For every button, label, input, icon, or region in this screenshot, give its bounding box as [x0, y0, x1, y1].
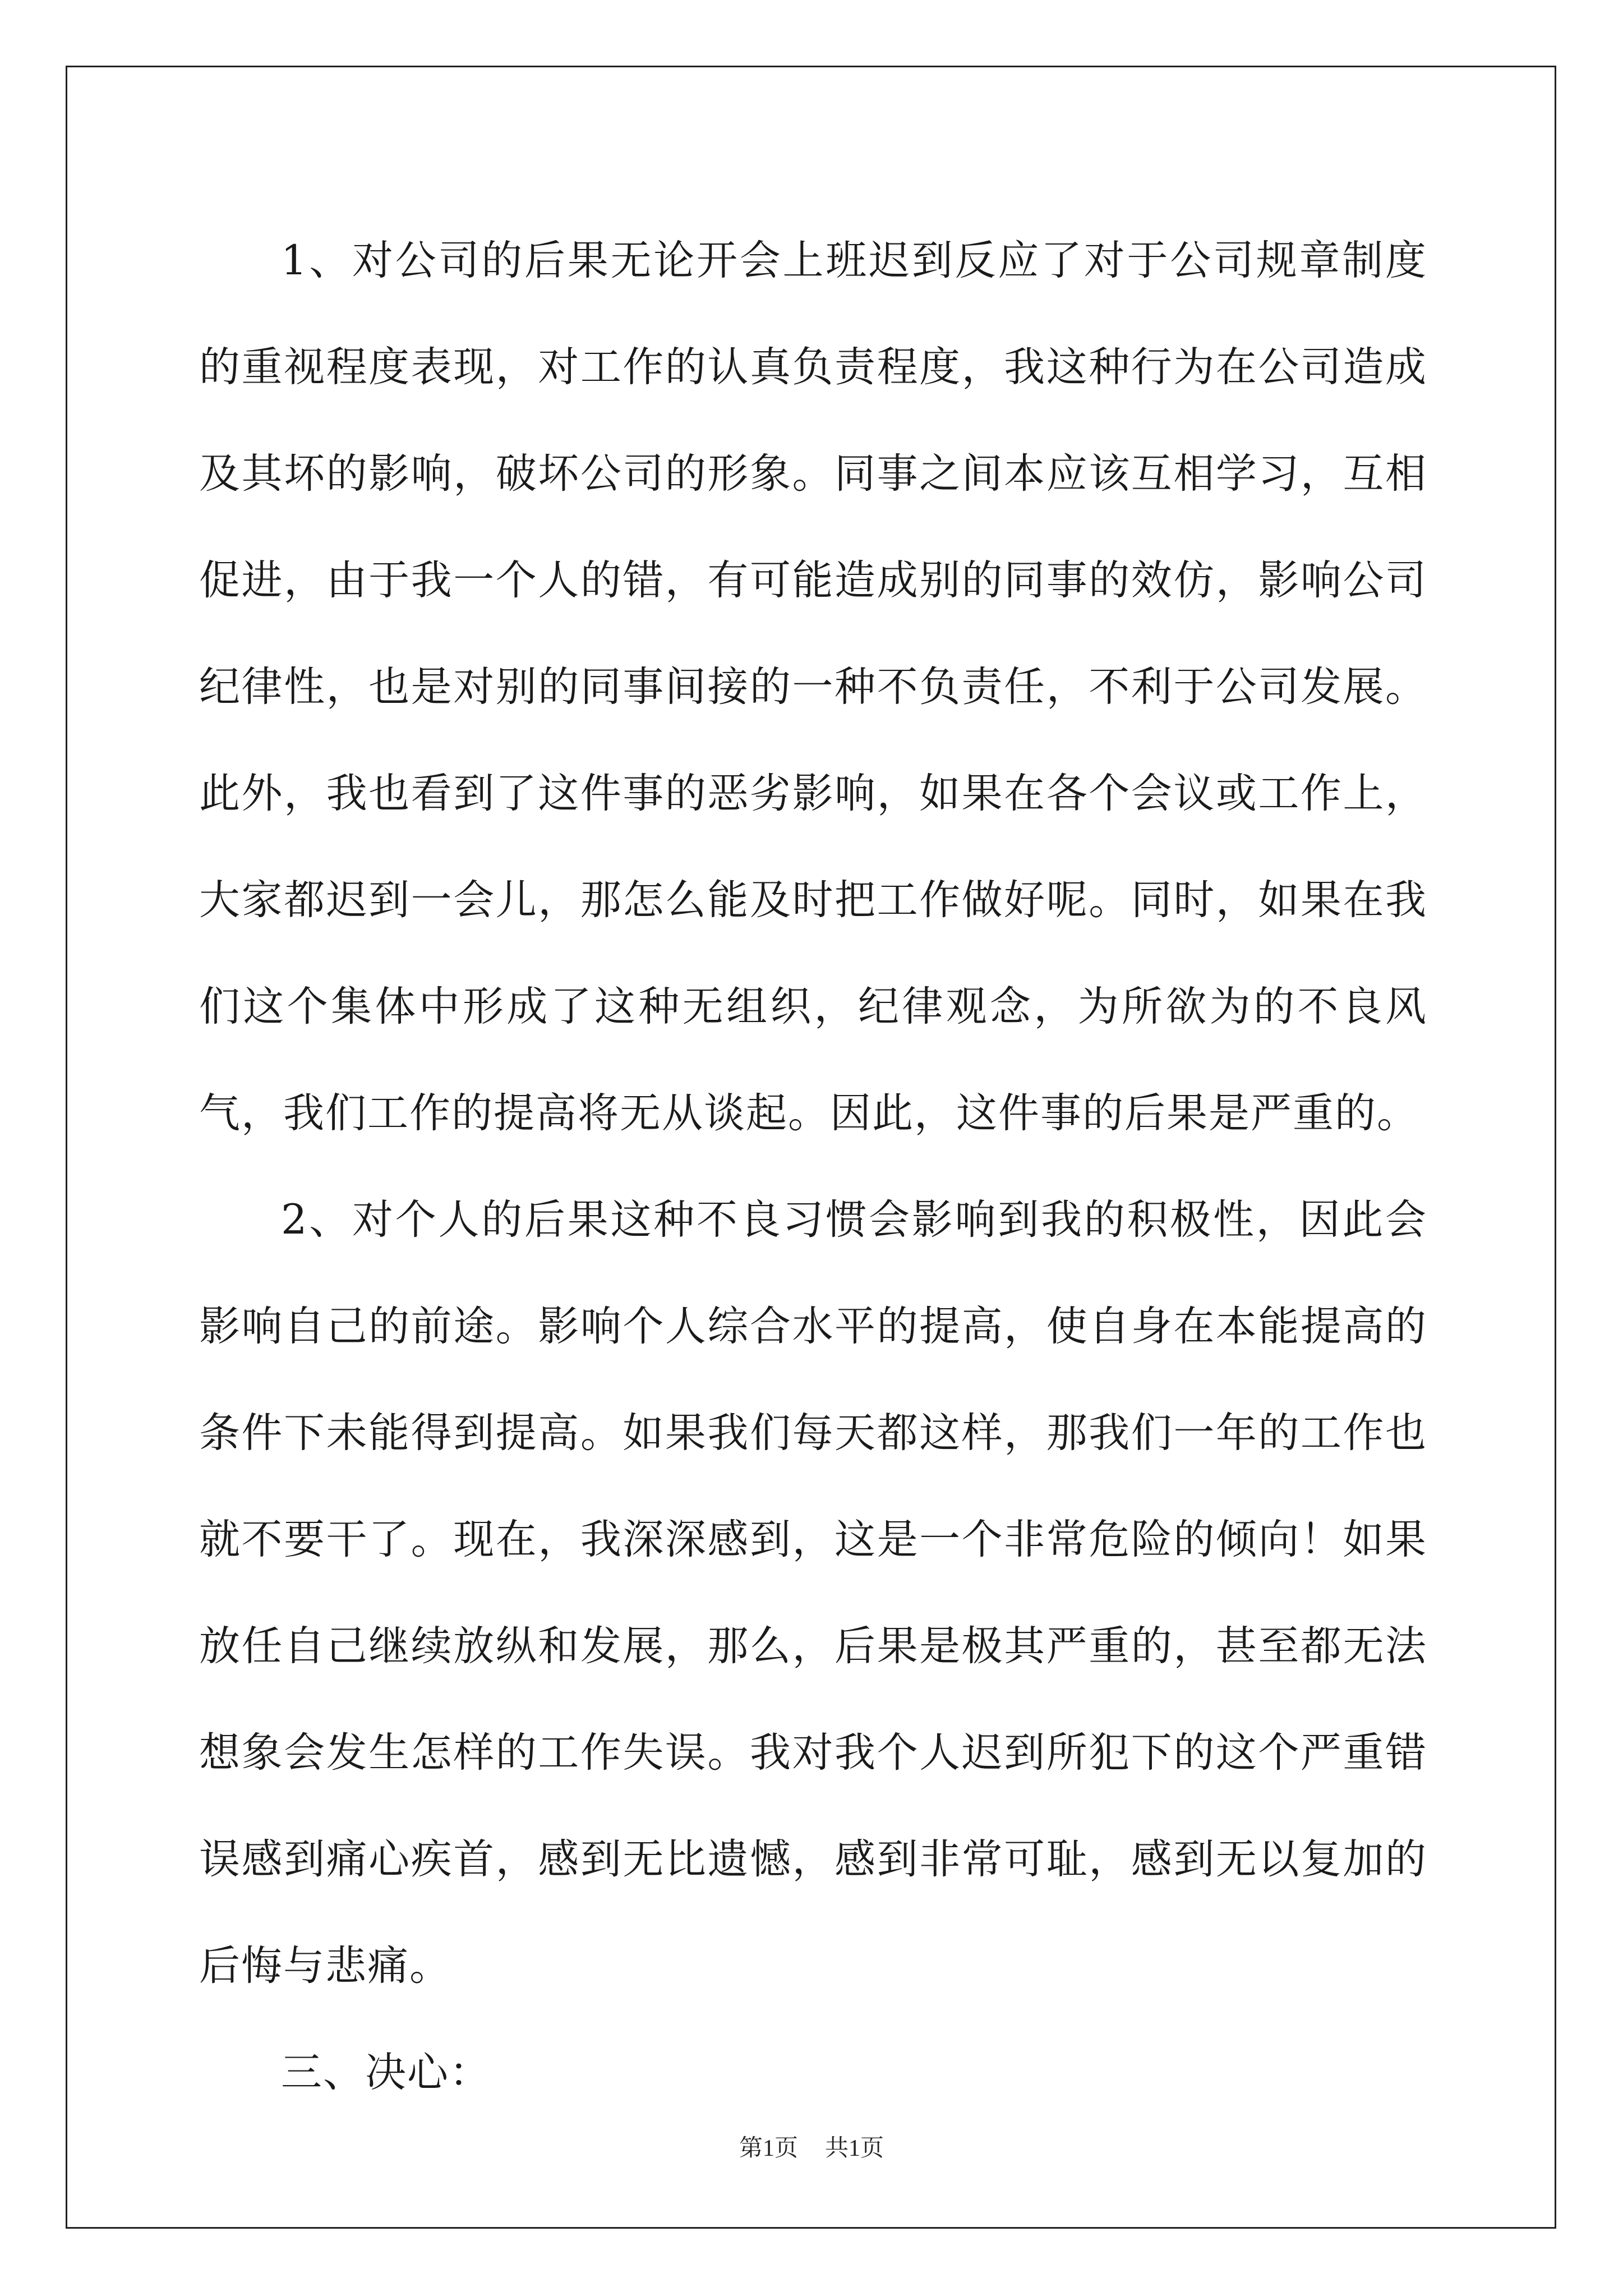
page-footer	[0, 2132, 1623, 2165]
paragraph-consequences-company: 1、对公司的后果无论开会上班迟到反应了对于公司规章制度的重视程度表现，对工作的认真负责程度，我这种行为在公司造成及其坏的影响，破坏公司的形象。同事之间本应该互相学习，互相促进，由于我一个人的错，有可能造成别的同事的效仿，影响公司纪律性，也是对别的同事间接的一种不负责任，不利于公司发展。此外，我也看到了这件事的恶劣影响，如果在各个会议或工作上，大家都迟到一会儿，那怎么能及时把工作做好呢。同时，如果在我们这个集体中形成了这种无组织，纪律观念，为所欲为的不良风气，我们工作的提高将无从谈起。因此，这件事的后果是严重的。	[199, 237, 1427, 1137]
paragraph-consequences-personal: 2、对个人的后果这种不良习惯会影响到我的积极性，因此会影响自己的前途。影响个人综合水平的提高，使自身在本能提高的条件下未能得到提高。如果我们每天都这样，那我们一年的工作也就不要干了。现在，我深深感到，这是一个非常危险的倾向！如果放任自己继续放纵和发展，那么，后果是极其严重的，甚至都无法想象会发生怎样的工作失误。我对我个人迟到所犯下的这个严重错误感到痛心疾首，感到无比遗憾，感到非常可耻，感到无以复加的后悔与悲痛。	[199, 1196, 1427, 1990]
page-number: 第1页	[739, 2136, 798, 2161]
section-heading-resolution: 三、决心：	[281, 2049, 491, 2096]
page-total: 共1页	[825, 2136, 884, 2161]
document-body	[199, 208, 1427, 2126]
